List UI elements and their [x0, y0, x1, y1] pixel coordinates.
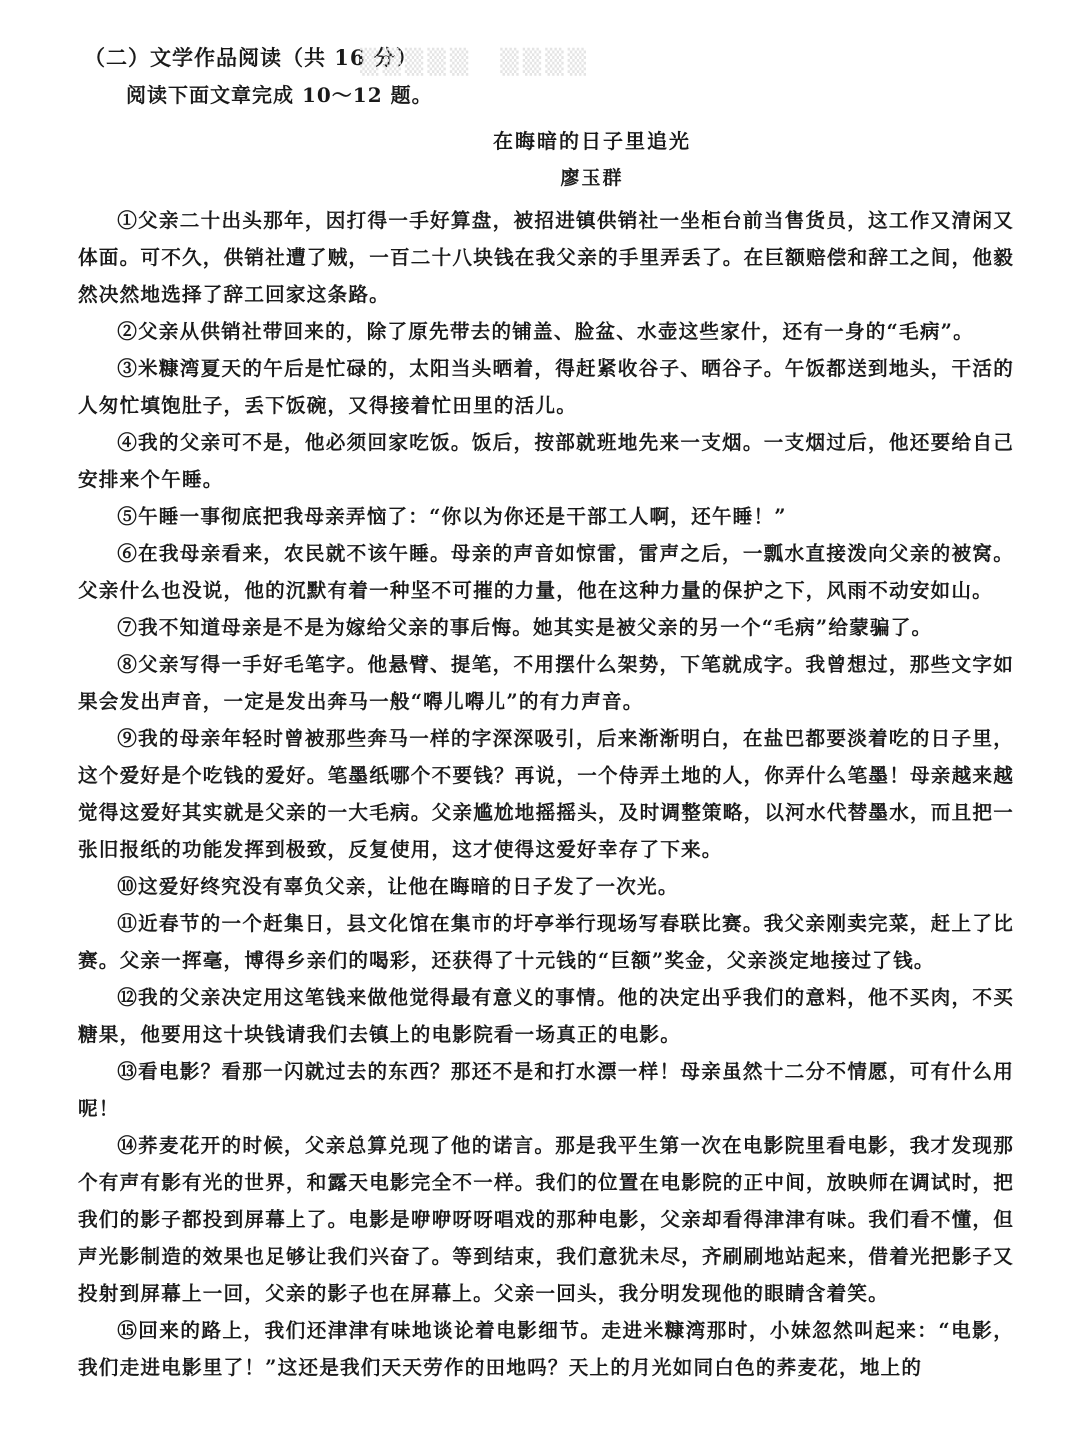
article-title: 在晦暗的日子里追光 — [493, 129, 691, 153]
paragraph-6: ⑥在我母亲看来，农民就不该午睡。母亲的声音如惊雷，雷声之后，一瓢水直接泼向父亲的被窝。父亲什么也没说，他的沉默有着一种坚不可摧的力量，他在这种力量的保护之下，风雨不动安如山。 — [78, 542, 1014, 602]
paragraph-1: ①父亲二十出头那年，因打得一手好算盘，被招进镇供销社一坐柜台前当售货员，这工作又清闲又体面。可不久，供销社遭了贼，一百二十八块钱在我父亲的手里弄丢了。在巨额赔偿和辞工之间，他毅然决然地选择了辞工回家这条路。 — [78, 209, 1014, 306]
paragraph-14: ⑭荞麦花开的时候，父亲总算兑现了他的诺言。那是我平生第一次在电影院里看电影，我才发现那个有声有影有光的世界，和露天电影完全不一样。我们的位置在电影院的正中间，放映师在调试时，把我们的影子都投到屏幕上了。电影是咿咿呀呀唱戏的那种电影，父亲却看得津津有味。我们看不懂，但声光影制造的效果也足够让我们兴奋了。等到结束，我们意犹未尽，齐刷刷地站起来，借着光把影子又投射到屏幕上一回，父亲的影子也在屏幕上。父亲一回头，我分明发现他的眼睛含着笑。 — [78, 1134, 1014, 1305]
article-body — [78, 202, 1014, 1386]
paragraph-2: ②父亲从供销社带回来的，除了原先带去的铺盖、脸盆、水壶这些家什，还有一身的“毛病”。 — [117, 320, 974, 343]
paragraph-10: ⑩这爱好终究没有辜负父亲，让他在晦暗的日子发了一次光。 — [117, 875, 679, 898]
faint-watermark-stamp: ▒▒▒▒▒ ▒▒▒▒ — [360, 48, 591, 76]
paragraph-3: ③米糠湾夏天的午后是忙碌的，太阳当头晒着，得赶紧收谷子、晒谷子。午饭都送到地头，干活的人匆忙填饱肚子，丢下饭碗，又得接着忙田里的活儿。 — [78, 357, 1014, 417]
paragraph-13: ⑬看电影？看那一闪就过去的东西？那还不是和打水漂一样！母亲虽然十二分不情愿，可有什么用呢！ — [78, 1060, 1014, 1120]
paragraph-11: ⑪近春节的一个赶集日，县文化馆在集市的圩亭举行现场写春联比赛。我父亲刚卖完菜，赶上了比赛。父亲一挥毫，博得乡亲们的喝彩，还获得了十元钱的“巨额”奖金，父亲淡定地接过了钱。 — [78, 912, 1014, 972]
article-author: 廖玉群 — [560, 167, 624, 189]
reading-instruction: 阅读下面文章完成 10～12 题。 — [126, 83, 433, 107]
paragraph-4: ④我的父亲可不是，他必须回家吃饭。饭后，按部就班地先来一支烟。一支烟过后，他还要给自己安排来个午睡。 — [78, 431, 1014, 491]
paragraph-15: ⑮回来的路上，我们还津津有味地谈论着电影细节。走进米糠湾那时，小妹忽然叫起来：“电影，我们走进电影里了！”这还是我们天天劳作的田地吗？天上的月光如同白色的荞麦花，地上的 — [78, 1319, 1014, 1379]
paragraph-8: ⑧父亲写得一手好毛笔字。他悬臂、提笔，不用摆什么架势，下笔就成字。我曾想过，那些文字如果会发出声音，一定是发出奔马一般“嘚儿嘚儿”的有力声音。 — [78, 653, 1014, 713]
paragraph-5: ⑤午睡一事彻底把我母亲弄恼了：“你以为你还是干部工人啊，还午睡！” — [117, 505, 787, 528]
paragraph-7: ⑦我不知道母亲是不是为嫁给父亲的事后悔。她其实是被父亲的另一个“毛病”给蒙骗了。 — [117, 616, 933, 639]
section-heading: （二）文学作品阅读（共 16 分） — [84, 45, 418, 70]
paragraph-9: ⑨我的母亲年轻时曾被那些奔马一样的字深深吸引，后来渐渐明白，在盐巴都要淡着吃的日子里，这个爱好是个吃钱的爱好。笔墨纸哪个不要钱？再说，一个侍弄土地的人，你弄什么笔墨！母亲越来越觉得这爱好其实就是父亲的一大毛病。父亲尴尬地摇摇头，及时调整策略，以河水代替墨水，而且把一张旧报纸的功能发挥到极致，反复使用，这才使得这爱好幸存了下来。 — [78, 727, 1014, 861]
paragraph-12: ⑫我的父亲决定用这笔钱来做他觉得最有意义的事情。他的决定出乎我们的意料，他不买肉，不买糖果，他要用这十块钱请我们去镇上的电影院看一场真正的电影。 — [78, 986, 1014, 1046]
